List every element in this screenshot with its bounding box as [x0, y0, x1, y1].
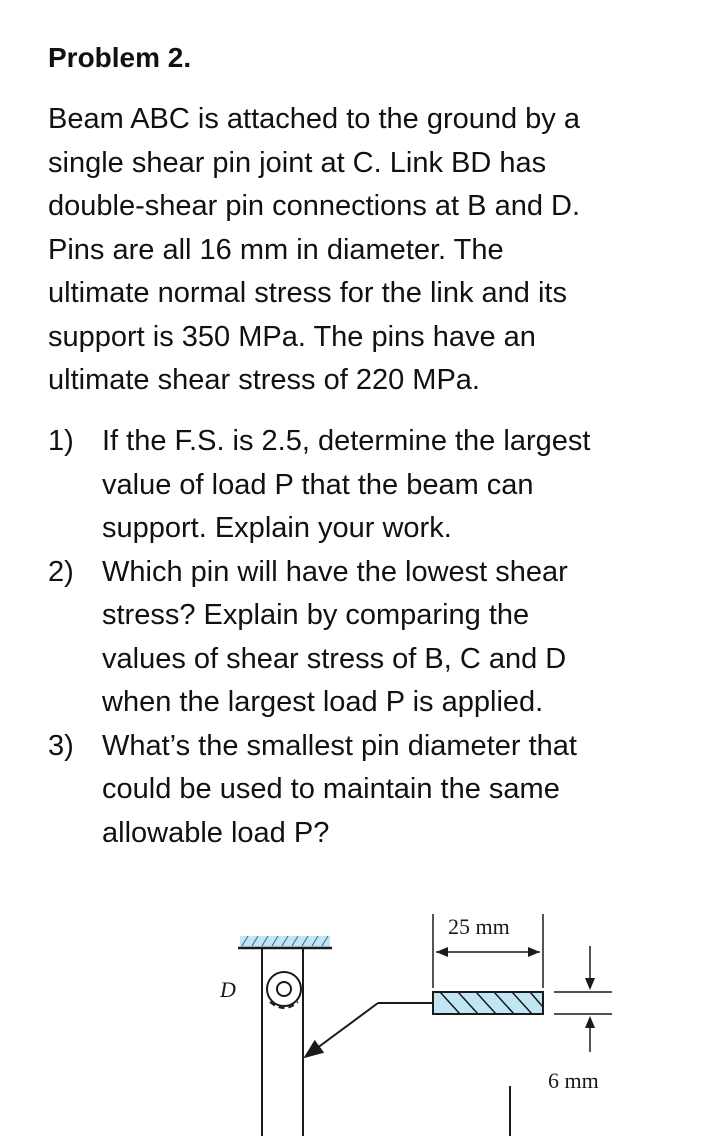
question-line: What’s the smallest pin diameter that — [102, 729, 577, 762]
question-line: allowable load P? — [102, 816, 330, 849]
question-number: 3) — [48, 729, 74, 762]
thickness-dimension — [554, 946, 612, 1052]
question-line: Which pin will have the lowest shear — [102, 555, 568, 588]
thickness-label: 6 mm — [548, 1068, 599, 1093]
problem-title: Problem 2. — [48, 42, 192, 73]
label-d: D — [220, 977, 236, 1002]
ground-support — [238, 936, 332, 948]
question-item-2 — [48, 551, 688, 725]
question-number: 1) — [48, 425, 74, 457]
statement-line: ultimate normal stress for the link and its — [48, 277, 567, 309]
statement-line: double-shear pin connections at B and D. — [48, 190, 581, 222]
question-number: 2) — [48, 555, 74, 588]
question-list — [48, 420, 688, 855]
statement-line: single shear pin joint at C. Link BD has — [48, 146, 547, 179]
statement-line: ultimate shear stress of 220 MPa. — [48, 364, 480, 396]
beam-link-diagram — [0, 880, 709, 1136]
problem-statement — [48, 98, 668, 403]
question-line: If the F.S. is 2.5, determine the largest — [102, 425, 591, 457]
width-label: 25 mm — [448, 914, 510, 939]
question-item-1 — [48, 420, 688, 551]
force-arrow — [305, 1003, 378, 1057]
question-line: when the largest load P is applied. — [102, 686, 544, 718]
question-line: values of shear stress of B, C and D — [102, 642, 567, 675]
question-line: support. Explain your work. — [102, 512, 452, 544]
pin-d — [267, 972, 301, 1008]
statement-line: support is 350 MPa. The pins have an — [48, 320, 536, 353]
question-line: value of load P that the beam can — [102, 468, 534, 501]
question-line: stress? Explain by comparing the — [102, 599, 530, 631]
question-item-3 — [48, 725, 688, 856]
question-line: could be used to maintain the same — [102, 773, 560, 805]
cross-section — [433, 992, 543, 1014]
statement-line: Beam ABC is attached to the ground by a — [48, 103, 580, 135]
statement-line: Pins are all 16 mm in diameter. The — [48, 233, 504, 266]
